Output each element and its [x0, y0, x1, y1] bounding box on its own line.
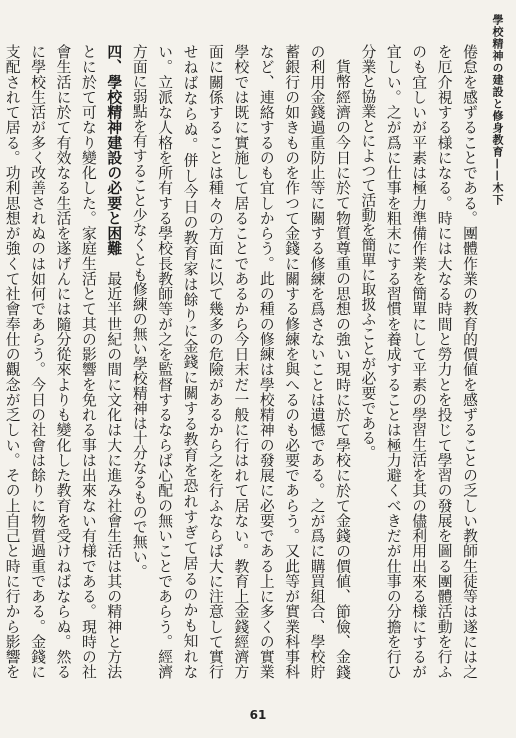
- body-text: [3, 44, 482, 680]
- section-heading: 四、學校精神建設の必要と困難: [105, 44, 123, 256]
- page-number: 61: [249, 708, 267, 722]
- paragraph-text: 最近半世紀の間に文化は大に進み社會生活は其の精神と方法とに於て可なり變化した。家庭生活とて其の影響を免れる事は出來ない有様である。現時の社會生活に於て有效なる生活を遂げんには隨分從來よりも變化した教育を受けねばならぬ。然るに學校生活が多く改善されぬのは如何であらう。今日の社會は餘りに物質過重である。金錢に支配されて居る。功利思想が強くて社會奉仕の觀念が乏しい。その上自己と時に行から影響を: [3, 44, 123, 680]
- section-paragraph: [0, 44, 126, 679]
- paragraph: 倦怠を感ずることである。團體作業の教育的價値を感ずることの乏しい教師生徒等は遂には之を厄介視する様になる。時には大なる時間と勞力とを投じて學習の發展を圖る團體活動を行ふのも宜しいが平素は極力準備作業を簡單にして平素の學習生活を其の儘利用出來る様にするが宜しい。之が爲に仕事を粗末にする習慣を養成することは極力避くべきだが仕事の分擔を行ひ分業と協業とによつて活動を簡單に取扱ふことが必要である。: [359, 44, 478, 679]
- running-header: 學校精神の建設と修身教育——木下: [491, 14, 504, 206]
- paragraph: 貨幣經濟の今日に於て物質尊重の思想の強い現時に於て學校に於て金錢の價値、節儉、金錢の利用金錢過重防止等に關する修練を爲さないことは遺憾である。之が爲に購買組合、學校貯蓄銀行の如きものを作つて金錢に關する修練を與へるのも必要であらう。又此等が實業科事科など、連絡するのも宜しからう。此の種の修練は學校精神の發展に必要である上に多くの實業學校では既に實施して居ることであるから今日末だ一般に行はれて居ない。教育上金錢經濟方面に關係することは種々の方面に以て幾多の危險があるから之を行ふならば大に注意して實行せねばならぬ。併し今日の教育家は餘りに金錢に關する教育を恐れすぎて居るのかも知れない。立派な人格を所有する學校長教師等が之を監督するならば心配の無いことであらう。經濟方面に弱點を有すること少なくとも修練の無い學校精神は十分なるもので無い。: [130, 44, 351, 679]
